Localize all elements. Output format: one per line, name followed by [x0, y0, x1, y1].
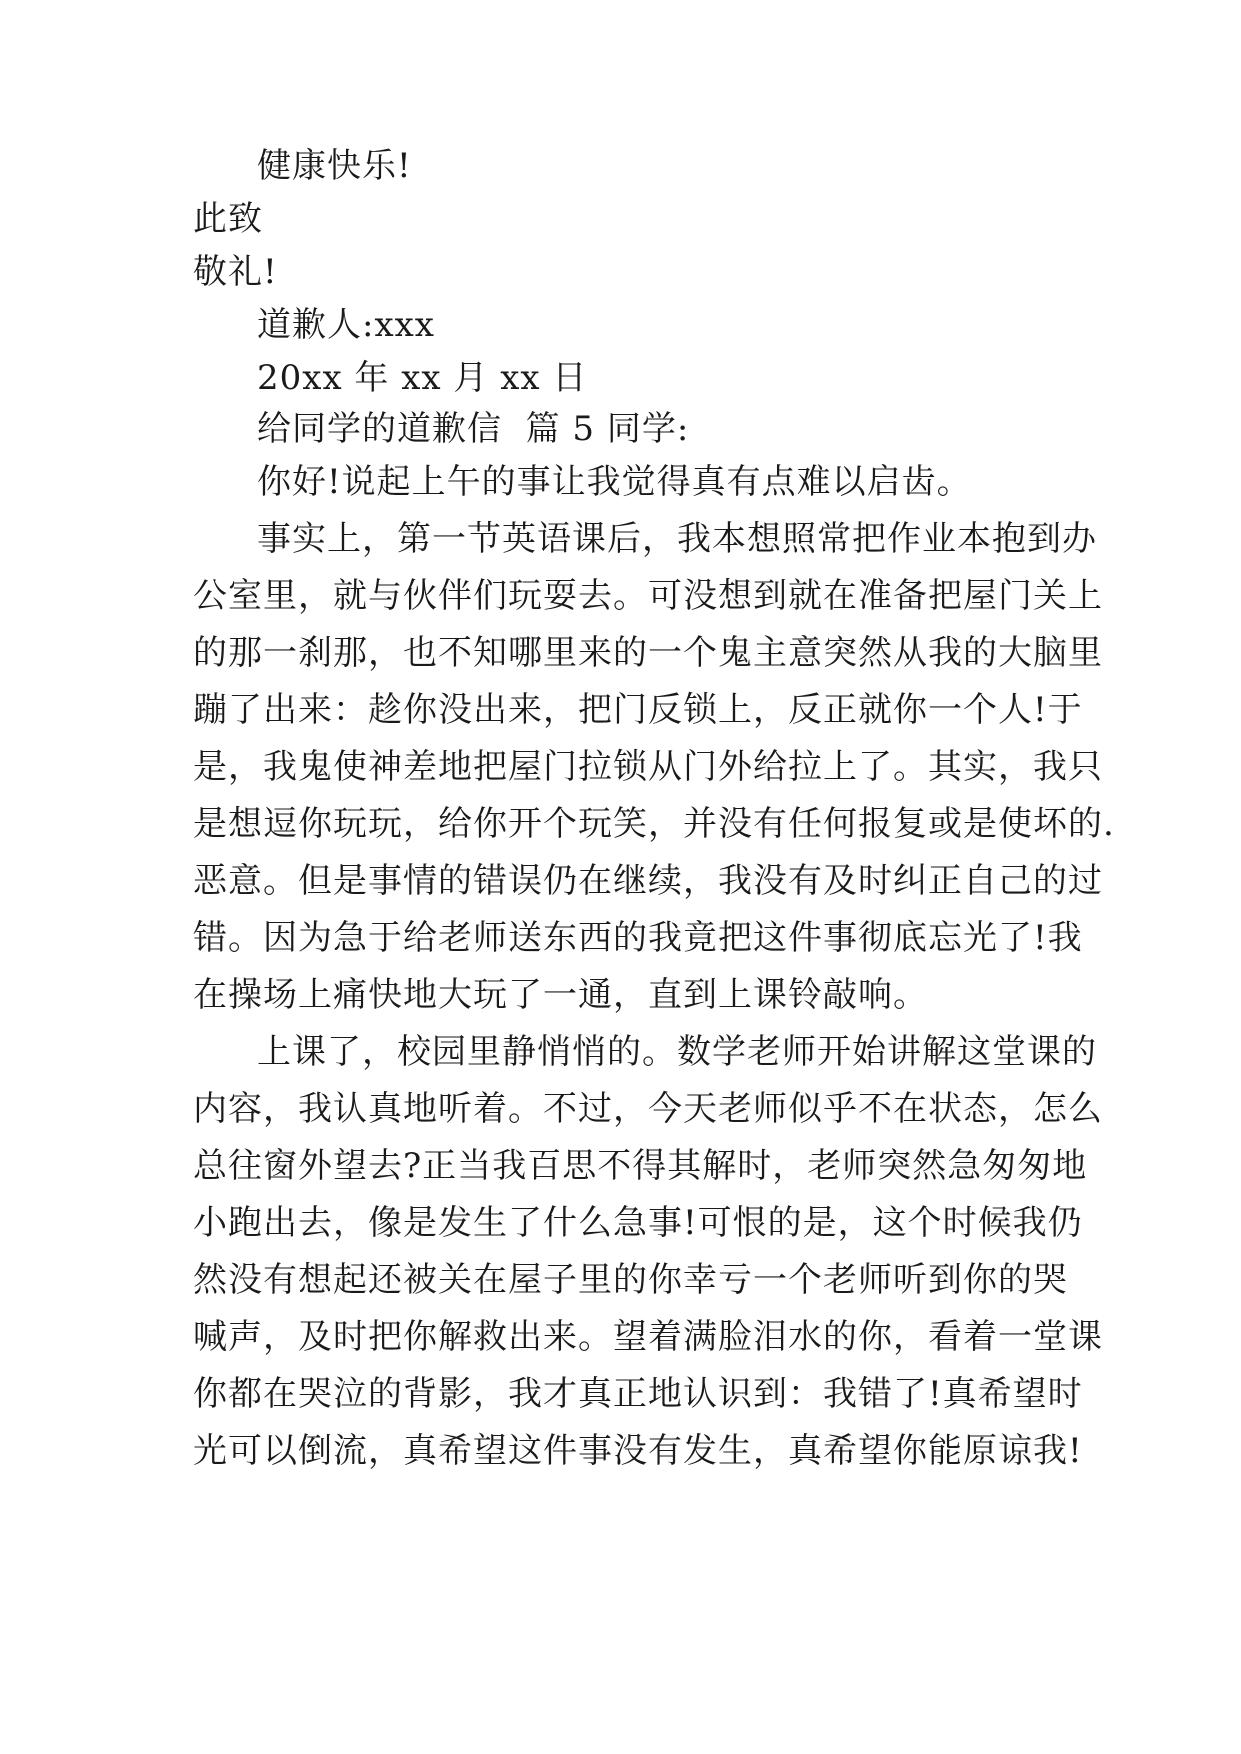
letter-greeting: 你好!说起上午的事让我觉得真有点难以启齿。 [257, 462, 972, 502]
paragraph-2-line: 总往窗外望去?正当我百思不得其解时，老师突然急匆匆地 [193, 1146, 1088, 1186]
letter-heading: 给同学的道歉信 篇 5 同学: [257, 409, 690, 449]
paragraph-1-line: 错。因为急于给老师送东西的我竟把这件事彻底忘光了!我 [193, 918, 1083, 958]
paragraph-2-line: 内容，我认真地听着。不过，今天老师似乎不在状态，怎么 [193, 1089, 1103, 1129]
paragraph-1-line: 是，我鬼使神差地把屋门拉锁从门外给拉上了。其实，我只 [193, 747, 1103, 787]
paragraph-1-line: 恶意。但是事情的错误仍在继续，我没有及时纠正自己的过 [193, 861, 1103, 901]
paragraph-2-line: 小跑出去，像是发生了什么急事!可恨的是，这个时候我仍 [193, 1203, 1083, 1243]
paragraph-2-line: 上课了，校园里静悄悄的。数学老师开始讲解这堂课的 [257, 1032, 1097, 1072]
salutation-jing-li: 敬礼! [193, 252, 278, 292]
paragraph-1-line: 在操场上痛快地大玩了一通，直到上课铃敲响。 [193, 975, 928, 1015]
paragraph-1-line: 是想逗你玩玩，给你开个玩笑，并没有任何报复或是使坏的. [193, 804, 1115, 844]
paragraph-1-line: 蹦了出来：趁你没出来，把门反锁上，反正就你一个人!于 [193, 690, 1083, 730]
paragraph-1-line: 事实上，第一节英语课后，我本想照常把作业本抱到办 [257, 519, 1097, 559]
closing-wish: 健康快乐! [257, 146, 412, 186]
paragraph-2-line: 你都在哭泣的背影，我才真正地认识到：我错了!真希望时 [193, 1374, 1083, 1414]
paragraph-2-line: 光可以倒流，真希望这件事没有发生，真希望你能原谅我! [193, 1431, 1083, 1471]
paragraph-1-line: 的那一刹那，也不知哪里来的一个鬼主意突然从我的大脑里 [193, 633, 1103, 673]
date-line: 20xx 年 xx 月 xx 日 [257, 358, 588, 398]
paragraph-2-line: 然没有想起还被关在屋子里的你幸亏一个老师听到你的哭 [193, 1260, 1068, 1300]
paragraph-1-line: 公室里，就与伙伴们玩耍去。可没想到就在准备把屋门关上 [193, 576, 1103, 616]
signature-line: 道歉人:xxx [257, 305, 435, 345]
salutation-ci-zhi: 此致 [193, 199, 263, 239]
paragraph-2-line: 喊声，及时把你解救出来。望着满脸泪水的你，看着一堂课 [193, 1317, 1103, 1357]
